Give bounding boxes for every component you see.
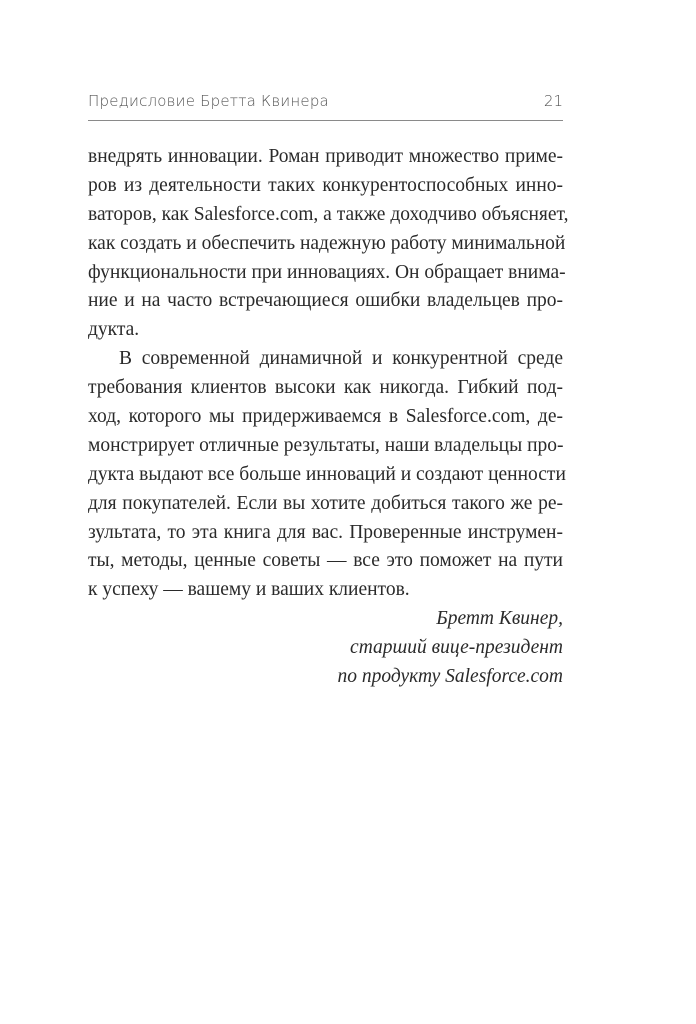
text-line: В современной динамичной и конкурентной среде [119,348,563,370]
signature [88,605,563,692]
text-line: ваторов, как Salesforce.com, а также доходчиво объясняет, [88,203,569,225]
page-body [88,143,569,692]
text-line: дукта выдают все больше инноваций и создают ценности [88,463,566,485]
text-line: зультата, то эта книга для вас. Проверенные инструмен- [88,521,563,543]
text-line: требования клиентов высоки как никогда. Гибкий под- [88,377,563,399]
paragraph-2 [88,345,566,605]
text-line: ние и на часто встречающиеся ошибки владельцев про- [88,290,563,312]
text-line: ход, которого мы придерживаемся в Salesforce.com, де- [88,406,563,428]
text-line: функциональности при инновациях. Он обращает внима- [88,261,566,283]
text-line: монстрирует отличные результаты, наши владельцы про- [88,434,564,456]
text-line: дукта. [88,319,140,341]
text-line: для покупателей. Если вы хотите добиться такого же ре- [88,492,563,514]
signature-name: Бретт Квинер, [436,608,563,630]
paragraph-1 [88,143,569,345]
running-header [88,92,563,121]
text-line: как создать и обеспечить надежную работу минимальной [88,232,566,254]
text-line: ты, методы, ценные советы — все это поможет на пути [88,550,563,572]
signature-company: по продукту Salesforce.com [337,666,563,688]
text-line: внедрять инновации. Роман приводит множество приме- [88,146,563,167]
running-header-title: Предисловие Бретта Квинера [88,92,329,110]
signature-title: старший вице-президент [350,637,563,659]
text-line: к успеху — вашему и ваших клиентов. [88,579,410,601]
page-number: 21 [543,92,563,110]
text-line: ров из деятельности таких конкурентоспособных инно- [88,174,563,196]
